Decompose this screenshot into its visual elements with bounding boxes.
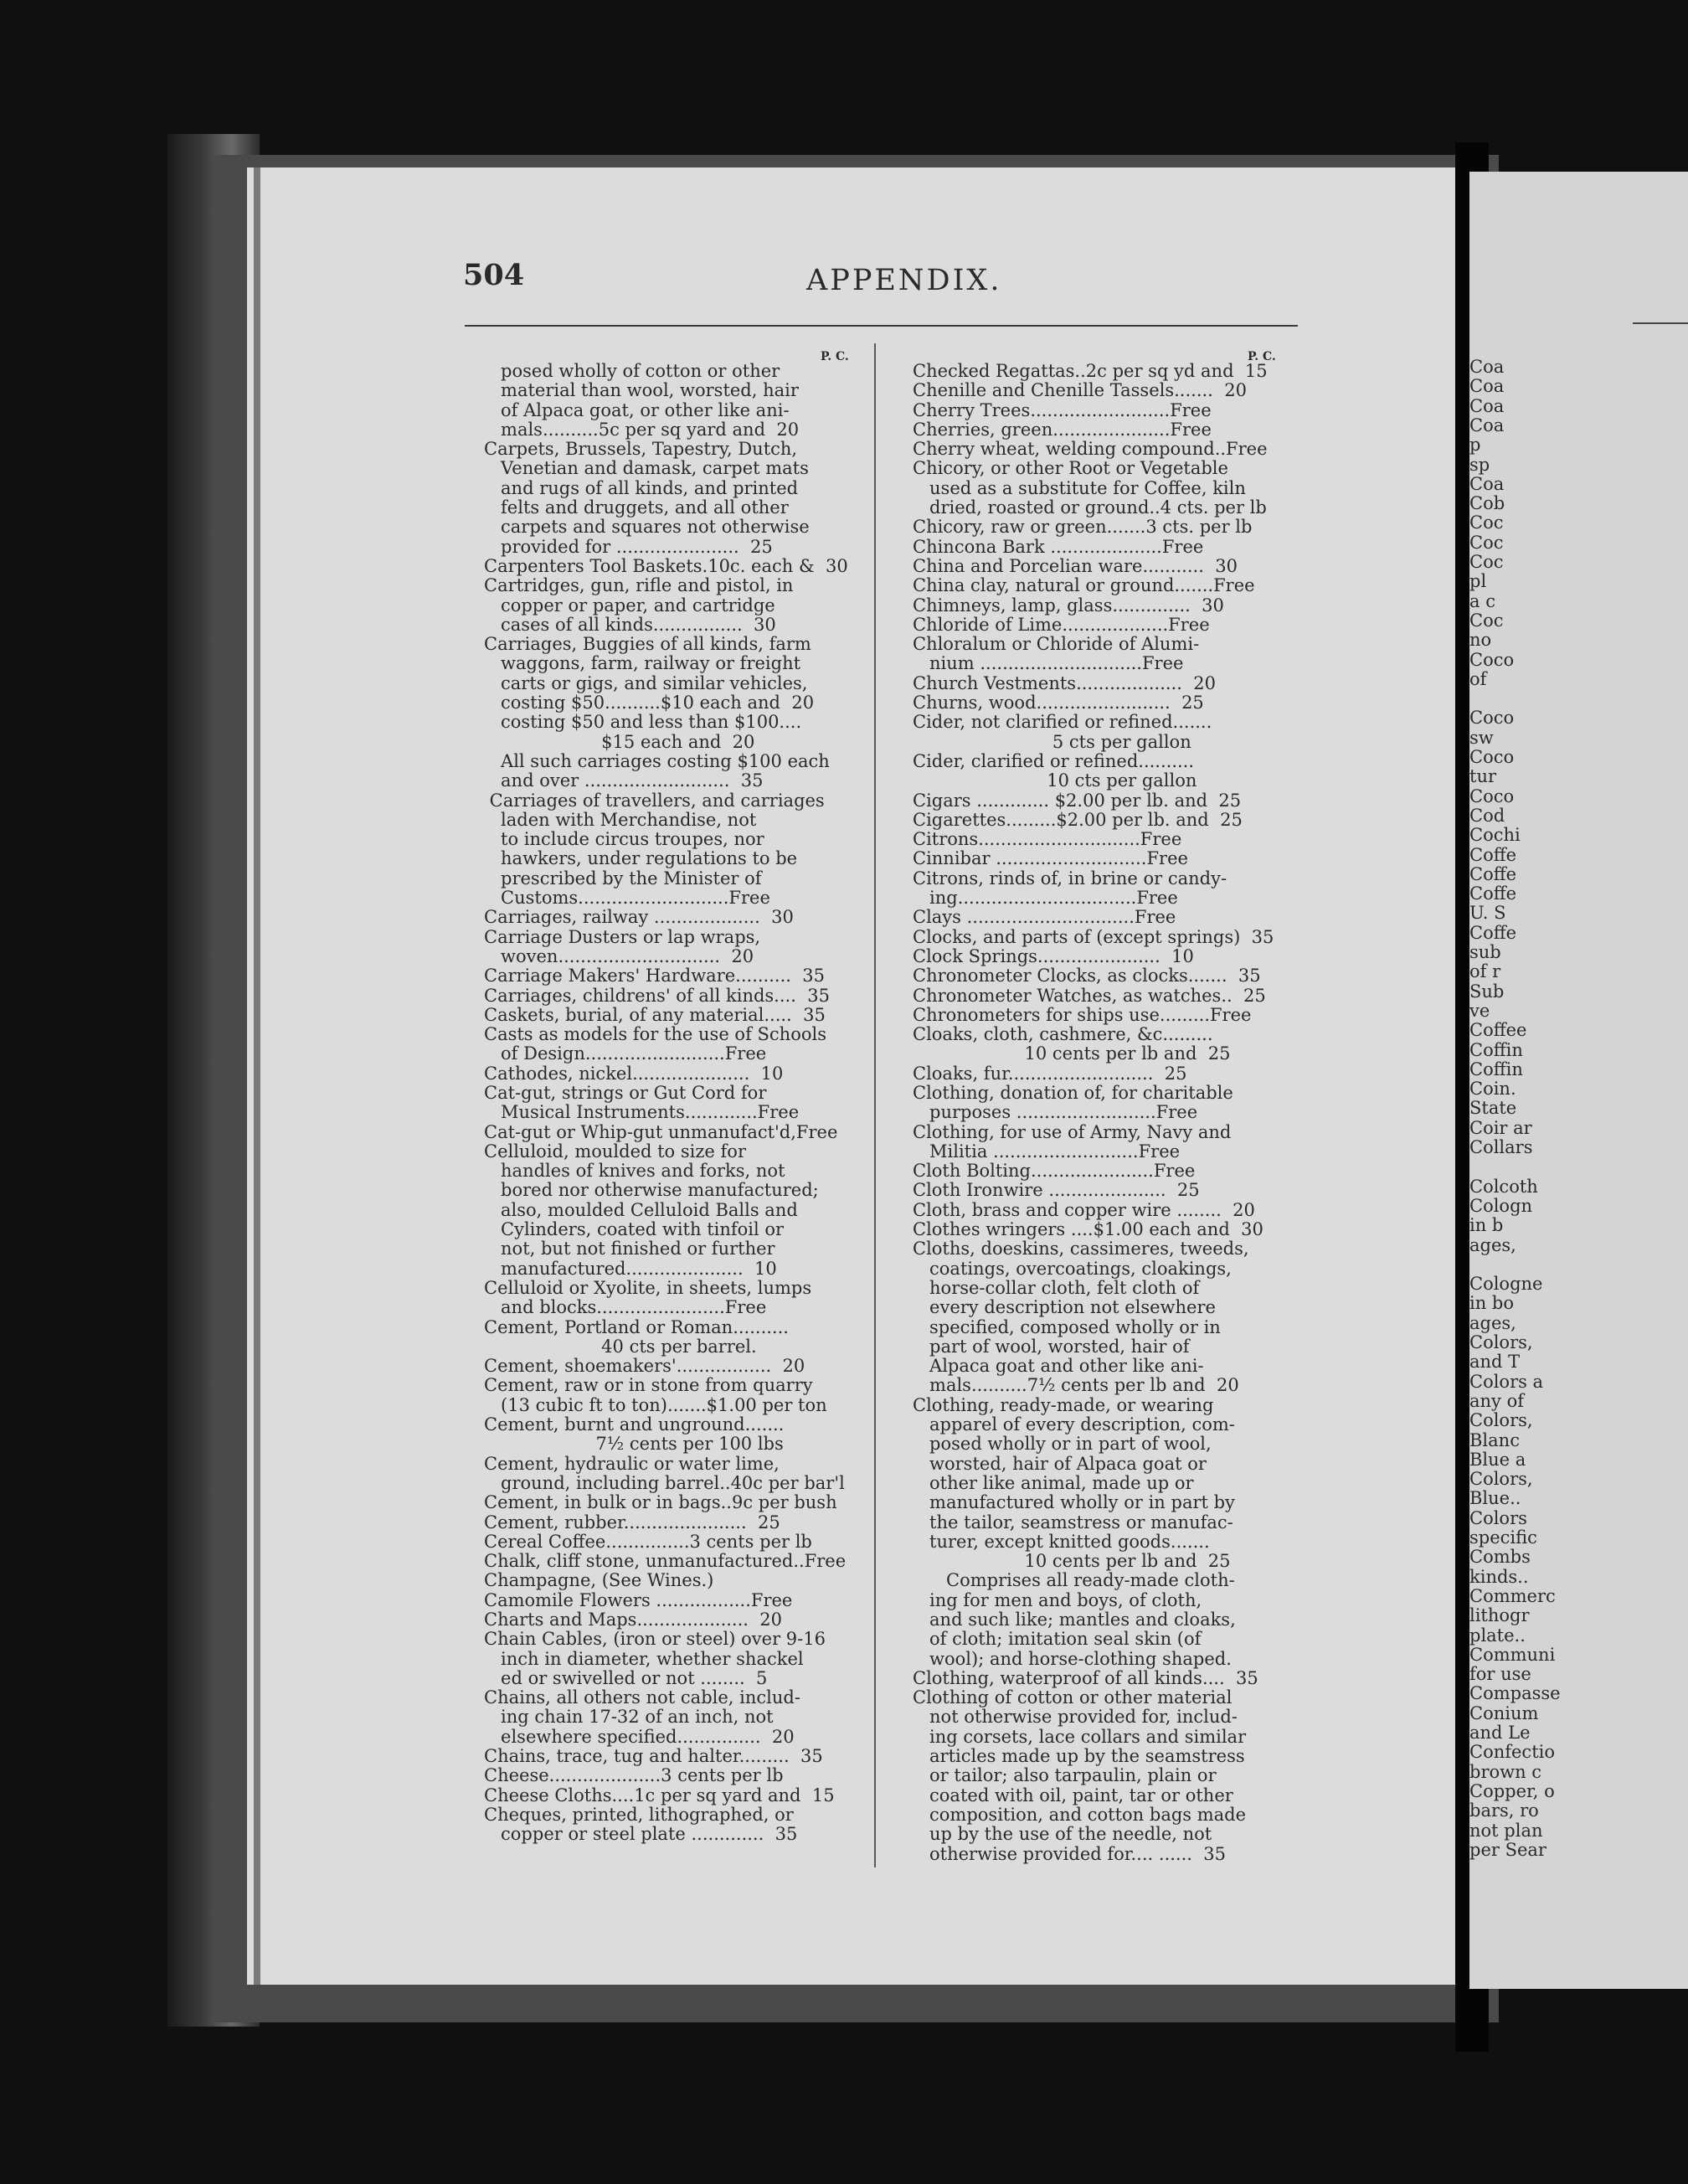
- right-tariff-column: [913, 362, 1274, 1864]
- tariff-line: worsted, hair of Alpaca goat or: [913, 1453, 1207, 1474]
- facing-page-line: Coc: [1469, 513, 1504, 533]
- facing-page-line: specific: [1469, 1527, 1537, 1548]
- tariff-line: Chains, all others not cable, includ-: [484, 1687, 800, 1708]
- tariff-line: Carriage Makers' Hardware.......... 35: [484, 966, 825, 986]
- facing-page-line: Coffee: [1469, 1020, 1527, 1041]
- tariff-line: Chalk, cliff stone, unmanufactured..Free: [484, 1551, 847, 1572]
- facing-page-line: any of: [1469, 1390, 1524, 1411]
- right-column-pc-label: P. C.: [1248, 350, 1276, 363]
- tariff-line: Caskets, burial, of any material..... 35: [484, 1004, 826, 1025]
- tariff-line: ing corsets, lace collars and similar: [913, 1726, 1247, 1747]
- facing-page-line: lithogr: [1469, 1605, 1530, 1626]
- facing-page-line: tur: [1469, 766, 1497, 787]
- tariff-line: Chronometer Clocks, as clocks....... 35: [913, 966, 1261, 986]
- facing-page-line: Confectio: [1469, 1742, 1555, 1763]
- tariff-line: Chimneys, lamp, glass.............. 30: [913, 595, 1224, 616]
- facing-page-line: Coffe: [1469, 844, 1517, 865]
- page-number: 504: [463, 258, 525, 292]
- tariff-line: woven............................. 20: [484, 945, 754, 966]
- tariff-line: part of wool, worsted, hair of: [913, 1336, 1190, 1357]
- tariff-line: Musical Instruments.............Free: [484, 1102, 800, 1123]
- facing-page-line: ages,: [1469, 1312, 1516, 1333]
- facing-page-line: brown c: [1469, 1761, 1542, 1782]
- facing-page-line: of: [1469, 668, 1487, 689]
- tariff-line: composition, and cotton bags made: [913, 1804, 1247, 1825]
- facing-page-line: Coc: [1469, 610, 1504, 631]
- tariff-line: Cinnibar ...........................Free: [913, 848, 1188, 869]
- tariff-line: Cathodes, nickel..................... 10: [484, 1063, 784, 1084]
- tariff-line: Clothing of cotton or other material: [913, 1687, 1233, 1708]
- tariff-line: Chloralum or Chloride of Alumi-: [913, 634, 1200, 655]
- facing-page-line: ages,: [1469, 1234, 1516, 1255]
- tariff-line: Carriages, childrens' of all kinds.... 35: [484, 985, 830, 1006]
- tariff-line: Cigarettes.........$2.00 per lb. and 25: [913, 809, 1243, 830]
- tariff-line: manufactured..................... 10: [484, 1258, 777, 1279]
- tariff-line: horse-collar cloth, felt cloth of: [913, 1277, 1200, 1298]
- tariff-line: Carpets, Brussels, Tapestry, Dutch,: [484, 439, 798, 460]
- facing-page-line: Coa: [1469, 357, 1505, 377]
- tariff-line: Cement, Portland or Roman..........: [484, 1316, 789, 1337]
- tariff-line: up by the use of the needle, not: [913, 1824, 1212, 1845]
- tariff-line: not, but not finished or further: [484, 1239, 775, 1259]
- tariff-line: ing chain 17-32 of an inch, not: [484, 1707, 774, 1728]
- tariff-line: Alpaca goat and other like ani-: [913, 1356, 1204, 1377]
- tariff-line: purposes .........................Free: [913, 1102, 1198, 1123]
- facing-page-header-rule: [1633, 322, 1688, 324]
- tariff-line: 5 cts per gallon: [913, 731, 1191, 752]
- facing-page-fragment: [1469, 172, 1688, 1989]
- tariff-line: Citrons.............................Free: [913, 829, 1182, 850]
- tariff-line: not otherwise provided for, includ-: [913, 1707, 1238, 1728]
- tariff-line: ground, including barrel..40c per bar'l: [484, 1472, 845, 1493]
- tariff-line: and such like; mantles and cloaks,: [913, 1610, 1236, 1630]
- tariff-line: Carriages, Buggies of all kinds, farm: [484, 634, 811, 655]
- tariff-line: Cloth Bolting......................Free: [913, 1161, 1196, 1182]
- tariff-line: 10 cts per gallon: [913, 770, 1197, 791]
- facing-page-line: for use: [1469, 1664, 1531, 1685]
- facing-page-line: Coco: [1469, 649, 1515, 670]
- tariff-line: nium .............................Free: [913, 653, 1184, 674]
- page-title: APPENDIX.: [806, 264, 1002, 297]
- tariff-line: and over .......................... 35: [484, 770, 764, 791]
- facing-page-line: per Sear: [1469, 1839, 1546, 1860]
- tariff-line: Clocks, and parts of (except springs) 35: [913, 926, 1274, 947]
- left-column-pc-label: P. C.: [821, 350, 849, 363]
- facing-page-line: in bo: [1469, 1293, 1515, 1314]
- tariff-line: Cylinders, coated with tinfoil or: [484, 1219, 785, 1240]
- tariff-line: used as a substitute for Coffee, kiln: [913, 477, 1246, 498]
- tariff-line: Chains, trace, tug and halter......... 35: [484, 1746, 823, 1767]
- tariff-line: Clothing, for use of Army, Navy and: [913, 1121, 1232, 1142]
- facing-page-line: ve: [1469, 1000, 1490, 1021]
- tariff-line: Cherries, green.....................Free: [913, 419, 1212, 440]
- tariff-line: carts or gigs, and similar vehicles,: [484, 672, 808, 693]
- tariff-line: $15 each and 20: [484, 731, 755, 752]
- facing-page-line: Sub: [1469, 981, 1505, 1002]
- tariff-line: Cherry wheat, welding compound..Free: [913, 439, 1268, 460]
- tariff-line: Cheese....................3 cents per lb: [484, 1765, 784, 1786]
- tariff-line: or tailor; also tarpaulin, plain or: [913, 1765, 1217, 1786]
- tariff-line: Clothing, ready-made, or wearing: [913, 1394, 1214, 1415]
- tariff-line: Customs...........................Free: [484, 888, 770, 909]
- tariff-line: China and Porcelian ware........... 30: [913, 555, 1238, 576]
- tariff-line: laden with Merchandise, not: [484, 809, 757, 830]
- facing-page-line: Coa: [1469, 473, 1505, 494]
- tariff-line: Carriage Dusters or lap wraps,: [484, 926, 761, 947]
- tariff-line: felts and druggets, and all other: [484, 497, 789, 518]
- facing-page-line: Colors: [1469, 1507, 1527, 1528]
- facing-page-line: Coco: [1469, 747, 1515, 767]
- tariff-line: Carpenters Tool Baskets.10c. each & 30: [484, 555, 848, 576]
- facing-page-line: a c: [1469, 590, 1495, 611]
- facing-page-line: Colors,: [1469, 1469, 1533, 1490]
- tariff-line: and blocks.......................Free: [484, 1297, 767, 1318]
- tariff-line: costing $50 and less than $100....: [484, 712, 802, 733]
- tariff-line: Cherry Trees.........................Free: [913, 399, 1212, 420]
- facing-page-line: Communi: [1469, 1644, 1556, 1665]
- tariff-line: China clay, natural or ground.......Free: [913, 575, 1255, 596]
- tariff-line: Clothing, waterproof of all kinds.... 35: [913, 1667, 1258, 1688]
- facing-page-line: U. S: [1469, 903, 1506, 924]
- tariff-line: Checked Regattas..2c per sq yd and 15: [913, 361, 1268, 381]
- tariff-line: Camomile Flowers .................Free: [484, 1589, 793, 1610]
- facing-page-line: Blue..: [1469, 1488, 1521, 1509]
- facing-page-line: Cod: [1469, 805, 1505, 826]
- facing-page-line: Conium: [1469, 1702, 1539, 1723]
- tariff-line: Militia ..........................Free: [913, 1141, 1181, 1162]
- tariff-line: 10 cents per lb and 25: [913, 1551, 1231, 1572]
- tariff-line: Chicory, or other Root or Vegetable: [913, 458, 1228, 479]
- tariff-line: Cheques, printed, lithographed, or: [484, 1804, 794, 1825]
- left-tariff-column: [484, 362, 848, 1845]
- facing-page-line: Compasse: [1469, 1683, 1561, 1704]
- page-margin-line: [254, 167, 260, 1985]
- facing-page-line: Coffin: [1469, 1039, 1523, 1060]
- tariff-line: ing................................Free: [913, 888, 1178, 909]
- tariff-line: every description not elsewhere: [913, 1297, 1216, 1318]
- tariff-line: Celluloid, moulded to size for: [484, 1141, 746, 1162]
- tariff-line: mals..........5c per sq yard and 20: [484, 419, 800, 440]
- tariff-line: costing $50..........$10 each and 20: [484, 693, 815, 713]
- tariff-line: Cloaks, cloth, cashmere, &c.........: [913, 1024, 1213, 1045]
- facing-page-line: Copper, o: [1469, 1780, 1555, 1801]
- tariff-line: Champagne, (See Wines.): [484, 1570, 714, 1591]
- facing-page-line: Blue a: [1469, 1449, 1526, 1470]
- facing-page-line: Colors,: [1469, 1332, 1533, 1352]
- tariff-line: (13 cubic ft to ton).......$1.00 per ton: [484, 1394, 827, 1415]
- facing-page-line: not plan: [1469, 1820, 1543, 1841]
- tariff-line: Cement, burnt and unground.......: [484, 1414, 785, 1435]
- facing-page-line: sw: [1469, 727, 1494, 748]
- tariff-line: ing for men and boys, of cloth,: [913, 1589, 1202, 1610]
- facing-page-line: Coa: [1469, 395, 1505, 416]
- facing-page-line: of r: [1469, 961, 1501, 982]
- tariff-line: Cloaks, fur.......................... 25: [913, 1063, 1187, 1084]
- tariff-line: prescribed by the Minister of: [484, 868, 762, 889]
- facing-page-line: Coco: [1469, 708, 1515, 729]
- facing-page-line: pl: [1469, 571, 1487, 592]
- facing-page-line: Coffe: [1469, 863, 1517, 884]
- tariff-line: inch in diameter, whether shackel: [484, 1648, 804, 1669]
- facing-page-line: plate..: [1469, 1625, 1526, 1646]
- facing-page-line: Collars: [1469, 1137, 1533, 1157]
- tariff-line: posed wholly of cotton or other: [484, 361, 780, 381]
- tariff-line: Clothes wringers ....$1.00 each and 30: [913, 1219, 1263, 1240]
- facing-page-line: Colors,: [1469, 1410, 1533, 1431]
- tariff-line: Citrons, rinds of, in brine or candy-: [913, 868, 1227, 889]
- tariff-line: of cloth; imitation seal skin (of: [913, 1629, 1202, 1650]
- facing-page-line: Coco: [1469, 786, 1515, 806]
- facing-page-line: Coffin: [1469, 1059, 1523, 1079]
- tariff-line: 7½ cents per 100 lbs: [484, 1434, 784, 1455]
- tariff-line: Cement, shoemakers'................. 20: [484, 1356, 805, 1377]
- tariff-line: Cement, rubber...................... 25: [484, 1512, 780, 1532]
- tariff-line: the tailor, seamstress or manufac-: [913, 1512, 1233, 1532]
- appendix-page: [247, 167, 1485, 1985]
- tariff-line: apparel of every description, com-: [913, 1414, 1235, 1435]
- tariff-line: Charts and Maps.................... 20: [484, 1610, 783, 1630]
- tariff-line: and rugs of all kinds, and printed: [484, 477, 799, 498]
- tariff-line: Carriages, railway ................... 30: [484, 907, 794, 928]
- facing-page-line: Coffe: [1469, 883, 1517, 904]
- tariff-line: Cigars ............. $2.00 per lb. and 25: [913, 790, 1242, 811]
- facing-page-line: Commerc: [1469, 1585, 1556, 1606]
- tariff-line: other like animal, made up or: [913, 1472, 1194, 1493]
- tariff-line: manufactured wholly or in part by: [913, 1492, 1235, 1513]
- tariff-line: All such carriages costing $100 each: [484, 750, 830, 771]
- facing-page-line: and Le: [1469, 1723, 1531, 1743]
- tariff-line: hawkers, under regulations to be: [484, 848, 798, 869]
- tariff-line: Cat-gut, strings or Gut Cord for: [484, 1082, 767, 1103]
- tariff-line: carpets and squares not otherwise: [484, 517, 810, 538]
- facing-page-line: no: [1469, 630, 1492, 651]
- tariff-line: Celluloid or Xyolite, in sheets, lumps: [484, 1277, 812, 1298]
- facing-page-line: Cochi: [1469, 825, 1521, 846]
- facing-page-line: and T: [1469, 1352, 1521, 1373]
- header-rule: [465, 325, 1298, 327]
- column-divider: [874, 343, 876, 1867]
- tariff-line: Cloths, doeskins, cassimeres, tweeds,: [913, 1239, 1249, 1259]
- facing-page-line: bars, ro: [1469, 1800, 1539, 1821]
- tariff-line: Chain Cables, (iron or steel) over 9-16: [484, 1629, 826, 1650]
- tariff-line: Cartridges, gun, rifle and pistol, in: [484, 575, 794, 596]
- facing-page-line: p: [1469, 435, 1481, 456]
- facing-page-line: Coin.: [1469, 1079, 1516, 1100]
- tariff-line: Chronometers for ships use.........Free: [913, 1004, 1252, 1025]
- tariff-line: Chicory, raw or green.......3 cts. per lb: [913, 517, 1253, 538]
- tariff-line: Cement, raw or in stone from quarry: [484, 1375, 813, 1396]
- tariff-line: provided for ...................... 25: [484, 536, 773, 557]
- tariff-line: material than wool, worsted, hair: [484, 380, 799, 401]
- tariff-line: coatings, overcoatings, cloakings,: [913, 1258, 1232, 1279]
- tariff-line: Casts as models for the use of Schools: [484, 1024, 826, 1045]
- tariff-line: ed or swivelled or not ........ 5: [484, 1667, 768, 1688]
- tariff-line: Cement, hydraulic or water lime,: [484, 1453, 780, 1474]
- facing-page-line: Cologne: [1469, 1274, 1543, 1295]
- tariff-line: waggons, farm, railway or freight: [484, 653, 801, 674]
- facing-page-line: in b: [1469, 1215, 1504, 1236]
- tariff-line: Cement, in bulk or in bags..9c per bush: [484, 1492, 837, 1513]
- tariff-line: Cheese Cloths....1c per sq yard and 15: [484, 1785, 835, 1805]
- tariff-line: mals..........7½ cents per lb and 20: [913, 1375, 1239, 1396]
- tariff-line: Cider, not clarified or refined.......: [913, 712, 1212, 733]
- tariff-line: Cat-gut or Whip-gut unmanufact'd,Free: [484, 1121, 838, 1142]
- facing-page-line: Coc: [1469, 552, 1504, 572]
- tariff-line: Venetian and damask, carpet mats: [484, 458, 809, 479]
- facing-page-line: Coc: [1469, 532, 1504, 553]
- facing-page-line: Coir ar: [1469, 1117, 1532, 1138]
- tariff-line: bored nor otherwise manufactured;: [484, 1180, 819, 1201]
- facing-page-line: Coa: [1469, 376, 1505, 397]
- facing-page-line: Cob: [1469, 493, 1505, 514]
- tariff-line: copper or paper, and cartridge: [484, 595, 775, 616]
- tariff-line: elsewhere specified............... 20: [484, 1726, 795, 1747]
- facing-page-line: Cologn: [1469, 1195, 1533, 1216]
- facing-page-line: Coffe: [1469, 922, 1517, 943]
- tariff-line: Carriages of travellers, and carriages: [484, 790, 825, 811]
- tariff-line: Chronometer Watches, as watches.. 25: [913, 985, 1266, 1006]
- tariff-line: Cloth Ironwire ..................... 25: [913, 1180, 1200, 1201]
- tariff-line: also, moulded Celluloid Balls and: [484, 1199, 798, 1220]
- tariff-line: Cider, clarified or refined..........: [913, 750, 1195, 771]
- facing-page-line: Colcoth: [1469, 1176, 1538, 1197]
- facing-page-line: State: [1469, 1098, 1517, 1119]
- tariff-line: 40 cts per barrel.: [484, 1336, 757, 1357]
- tariff-line: dried, roasted or ground..4 cts. per lb: [913, 497, 1267, 518]
- tariff-line: of Design.........................Free: [484, 1043, 767, 1064]
- tariff-line: articles made up by the seamstress: [913, 1746, 1245, 1767]
- tariff-line: Chincona Bark ....................Free: [913, 536, 1204, 557]
- facing-page-line: Blanc: [1469, 1429, 1520, 1450]
- facing-page-line: Coa: [1469, 415, 1505, 435]
- facing-page-line: Combs: [1469, 1547, 1531, 1568]
- tariff-line: specified, composed wholly or in: [913, 1316, 1221, 1337]
- tariff-line: coated with oil, paint, tar or other: [913, 1785, 1233, 1805]
- facing-page-line: sub: [1469, 942, 1501, 962]
- facing-page-line: Colors a: [1469, 1371, 1544, 1392]
- tariff-line: posed wholly or in part of wool,: [913, 1434, 1212, 1455]
- tariff-line: Chloride of Lime...................Free: [913, 614, 1210, 635]
- tariff-line: 10 cents per lb and 25: [913, 1043, 1231, 1064]
- tariff-line: Clock Springs...................... 10: [913, 945, 1194, 966]
- tariff-line: Comprises all ready-made cloth-: [913, 1570, 1235, 1591]
- facing-page-line: sp: [1469, 454, 1490, 475]
- tariff-line: handles of knives and forks, not: [484, 1161, 785, 1182]
- facing-page-line: kinds..: [1469, 1566, 1529, 1587]
- tariff-line: to include circus troupes, nor: [484, 829, 764, 850]
- tariff-line: Clays ..............................Free: [913, 907, 1176, 928]
- tariff-line: of Alpaca goat, or other like ani-: [484, 399, 790, 420]
- tariff-line: Churns, wood........................ 25: [913, 693, 1204, 713]
- tariff-line: cases of all kinds................ 30: [484, 614, 776, 635]
- tariff-line: Clothing, donation of, for charitable: [913, 1082, 1233, 1103]
- tariff-line: Cereal Coffee...............3 cents per lb: [484, 1531, 812, 1552]
- tariff-line: Church Vestments................... 20: [913, 672, 1216, 693]
- tariff-line: Chenille and Chenille Tassels....... 20: [913, 380, 1247, 401]
- tariff-line: turer, except knitted goods.......: [913, 1531, 1210, 1552]
- tariff-line: wool); and horse-clothing shaped.: [913, 1648, 1232, 1669]
- tariff-line: Cloth, brass and copper wire ........ 20: [913, 1199, 1255, 1220]
- tariff-line: copper or steel plate ............. 35: [484, 1824, 798, 1845]
- tariff-line: otherwise provided for.... ...... 35: [913, 1843, 1227, 1864]
